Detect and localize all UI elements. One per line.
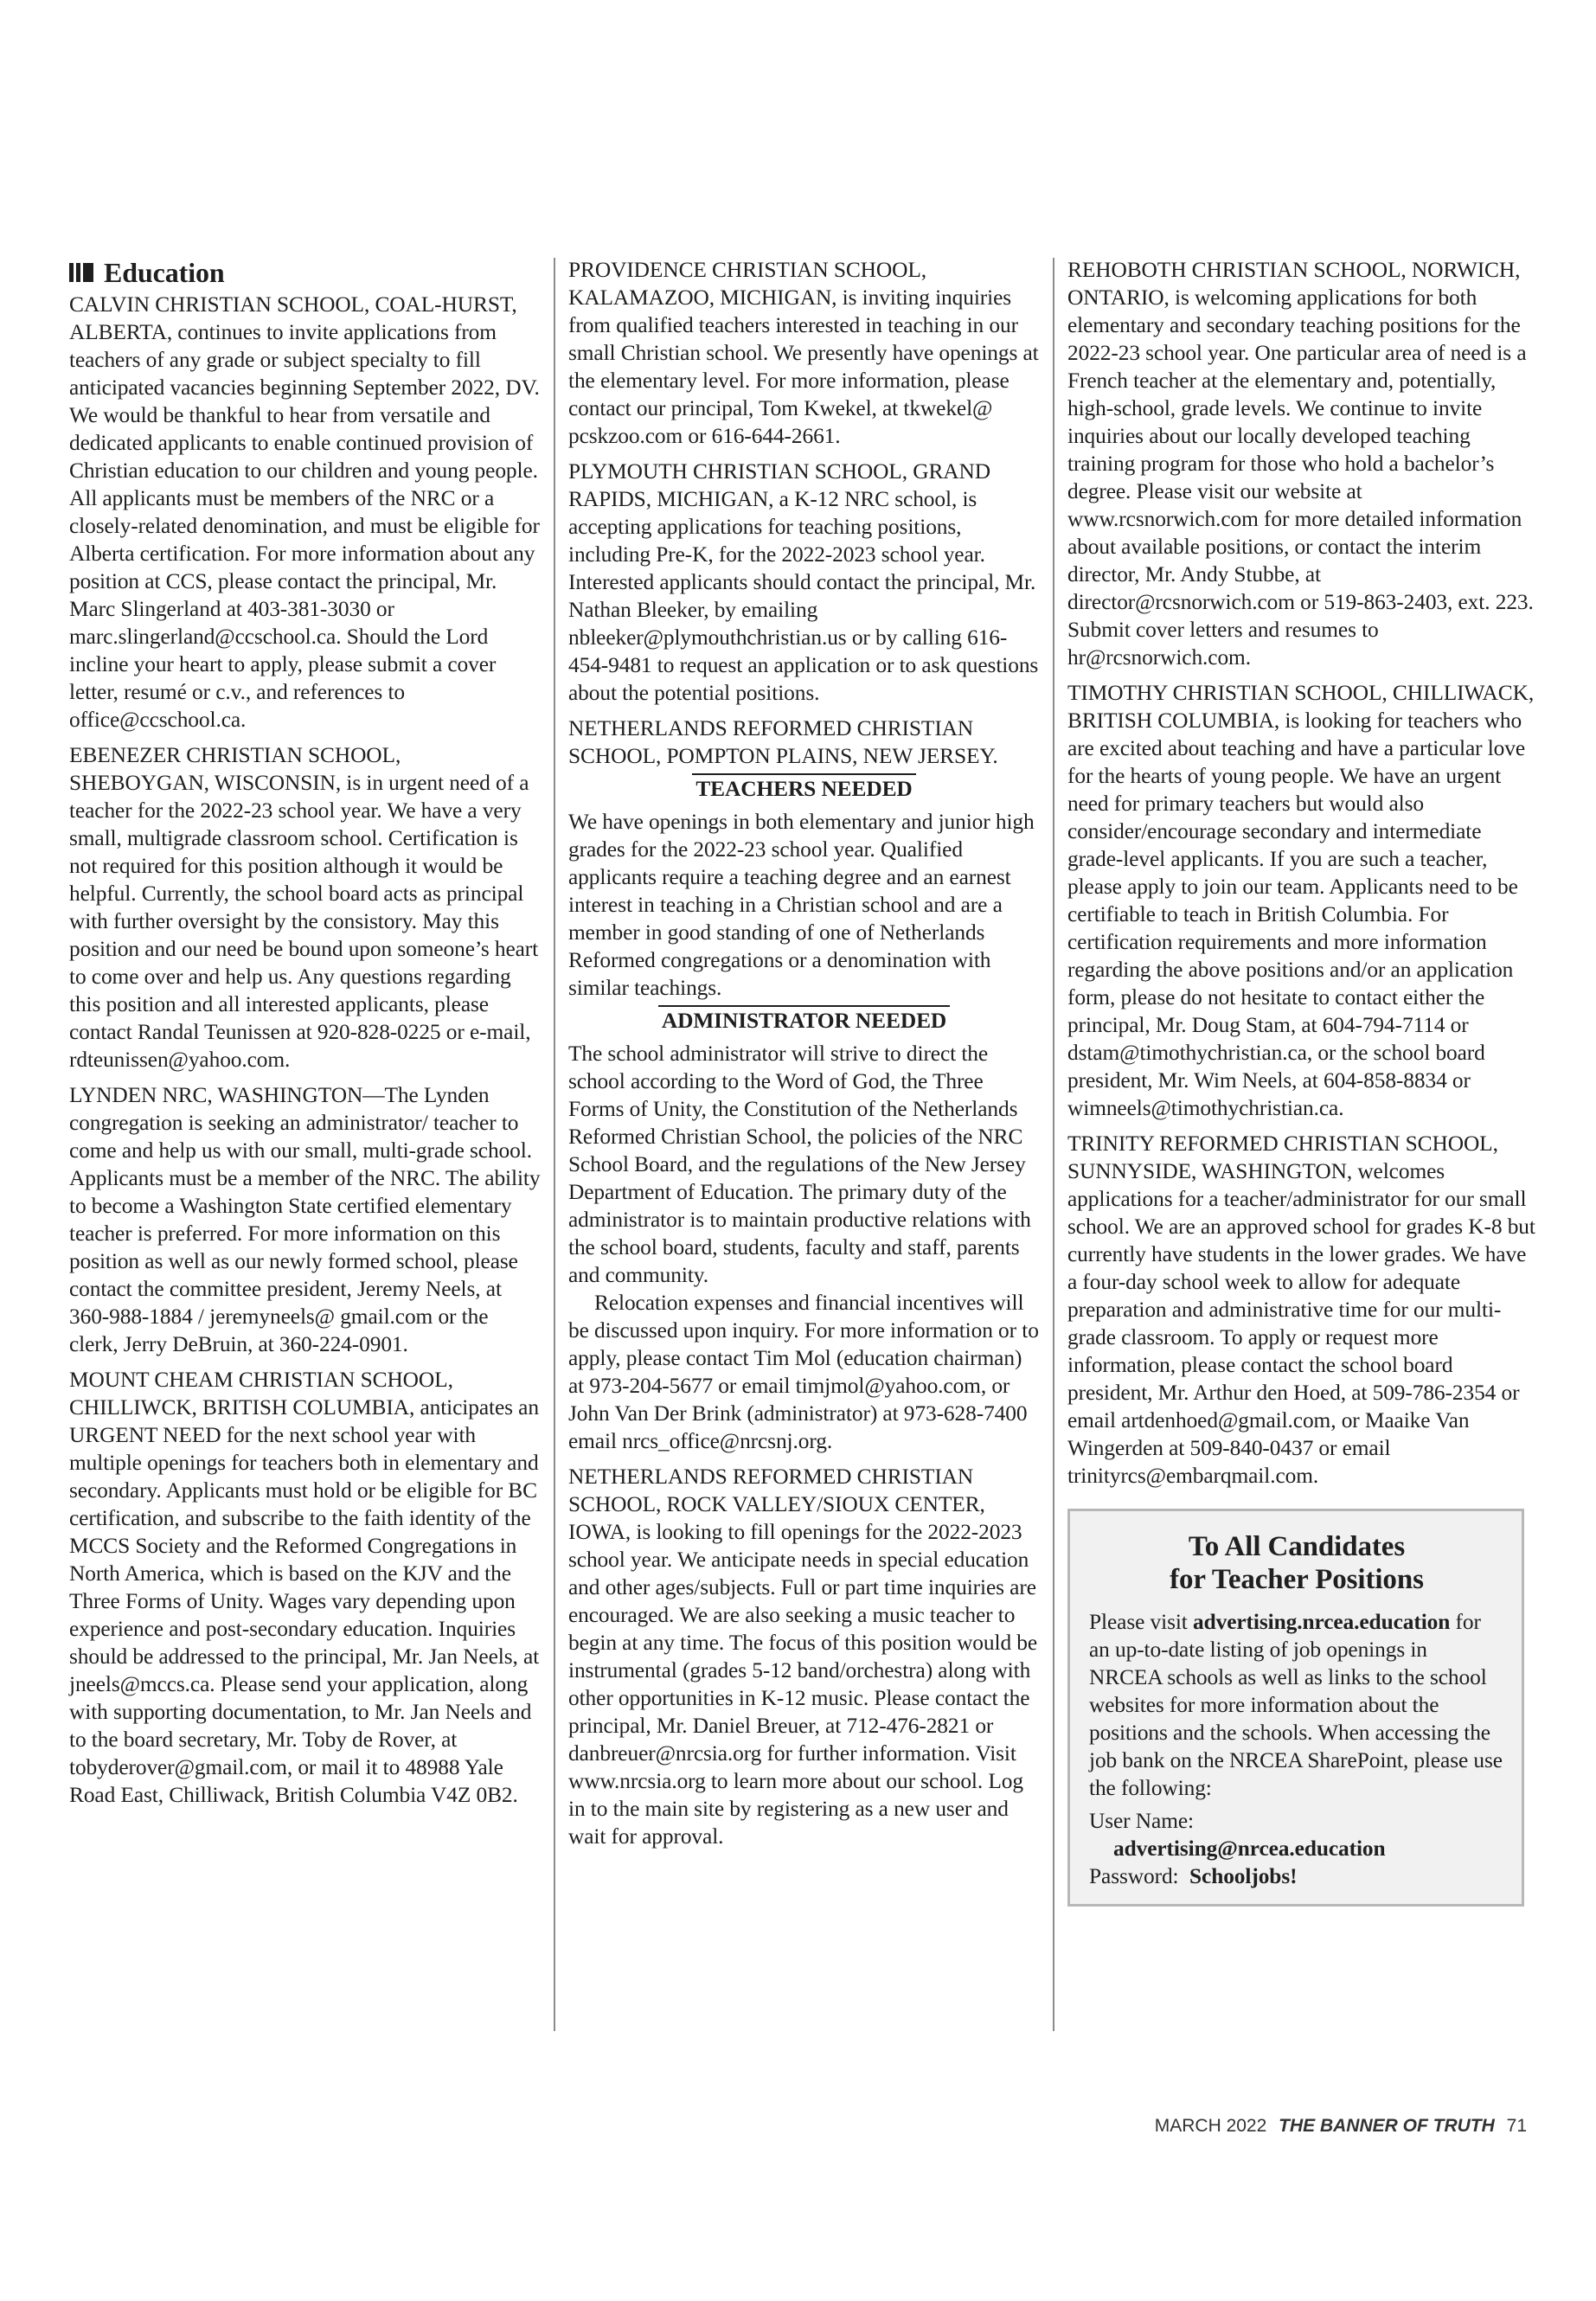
password-row: Password: Schooljobs!: [1089, 1864, 1298, 1888]
section-bars-icon: [69, 262, 95, 283]
issue-date: MARCH 2022: [1154, 2116, 1267, 2136]
page-footer: [1155, 2116, 1527, 2137]
box-title: To All Candidates for Teacher Positions: [1170, 1531, 1424, 1595]
job-listing: PROVIDENCE CHRISTIAN SCHOOL, KALAMAZOO, MICHIGAN, is inviting inquiries from qualified teachers interested in teaching in our small Christian school. We presently have openings at the elementary level. For more information, please contact our principal, Tom Kwekel, at tkwekel@ pcskzoo.com or 616-644-2661.: [568, 258, 1039, 448]
username-label: User Name:: [1089, 1809, 1194, 1833]
job-listing: LYNDEN NRC, WASHINGTON—The Lynden congregation is seeking an administrator/ teacher to come and help us with our small, multi-grade school. Applicants must be a member of the NRC. The ability to become a Washington State certified elementary teacher is preferred. For more information on this position as well as our newly formed school, please contact the committee president, Jeremy Neels, at 360-988-1884 / jeremyneels@ gmail.com or the clerk, Jerry DeBruin, at 360-224-0901.: [69, 1083, 541, 1356]
job-listing: CALVIN CHRISTIAN SCHOOL, COAL-HURST, ALBERTA, continues to invite applications from teachers of any grade or subject specialty to fill anticipated vacancies beginning September 2022, DV. We would be thankful to hear from versatile and dedicated applicants to enable continued provision of Christian education to our children and young people. All applicants must be members of the NRC or a closely-related denomination, and must be eligible for Alberta certification. For more information about any position at CCS, please contact the principal, Mr. Marc Slingerland at 403-381-3030 or marc.slingerland@ccschool.ca. Should the Lord incline your heart to apply, please submit a cover letter, resumé or c.v., and references to office@ccschool.ca.: [69, 292, 540, 732]
subheading-teachers-needed: TEACHERS NEEDED: [568, 773, 1040, 803]
subheading-administrator-needed: ADMINISTRATOR NEEDED: [568, 1005, 1040, 1035]
job-listing: TRINITY REFORMED CHRISTIAN SCHOOL, SUNNYSIDE, WASHINGTON, welcomes applications for a teacher/administrator for our small school. We are an approved school for grades K-8 but currently have students in the lower grades. We have a four-day school week to allow for adequate preparation and administrative time for our multi-grade classroom. To apply or request more information, please contact the school board president, Mr. Arthur den Hoed, at 509-786-2354 or email artdenhoed@gmail.com, or Maaike Van Wingerden at 509-840-0437 or email trinityrcs@embarqmail.com.: [1067, 1131, 1535, 1488]
column-divider: [1053, 258, 1054, 2031]
job-listing: MOUNT CHEAM CHRISTIAN SCHOOL, CHILLIWCK, BRITISH COLUMBIA, anticipates an URGENT NEED for the next school year with multiple openings for teachers both in elementary and secondary. Applicants must hold or be eligible for BC certification, and subscribe to the faith identity of the MCCS Society and the Reformed Congregations in North America, which is based on the KJV and the Three Forms of Unity. Wages vary depending upon experience and post-secondary education. Inquiries should be addressed to the principal, Mr. Jan Neels, at jneels@mccs.ca. Please send your application, along with supporting documentation, to Mr. Jan Neels and to the board secretary, Mr. Toby de Rover, at tobyderover@gmail.com, or mail it to 48988 Yale Road East, Chilliwack, British Columbia V4Z 0B2.: [69, 1368, 540, 1807]
section-title: Education: [104, 257, 225, 288]
box-text: Please visit advertising.nrcea.education for an up-to-date listing of job openings in NRCEA schools as well as links to the school websites for more information about the positions and the schools. When accessing the job bank on the NRCEA SharePoint, please use the following:: [1089, 1610, 1503, 1800]
job-listing: REHOBOTH CHRISTIAN SCHOOL, NORWICH, ONTARIO, is welcoming applications for both elementary and secondary teaching positions for the 2022-23 school year. One particular area of need is a French teacher at the elementary and, potentially, high-school, grade levels. We continue to invite inquiries about our locally developed teaching training program for those who hold a bachelor’s degree. Please visit our website at www.rcsnorwich.com for more detailed information about available positions, or contact the interim director, Mr. Andy Stubbe, at director@rcsnorwich.com or 519-863-2403, ext. 223. Submit cover letters and resumes to hr@rcsnorwich.com.: [1067, 258, 1534, 670]
job-bank-link[interactable]: advertising.nrcea.education: [1193, 1610, 1451, 1634]
column-1: [69, 256, 541, 1817]
job-listing: NETHERLANDS REFORMED CHRISTIAN SCHOOL, ROCK VALLEY/SIOUX CENTER, IOWA, is looking to fill openings for the 2022-2023 school year. We anticipate needs in special education and other ages/subjects. Full or part time inquiries are encouraged. We are also seeking a music teacher to begin at any time. The focus of this position would be instrumental (grades 5-12 band/orchestra) along with other opportunities in K-12 music. Please contact the principal, Mr. Daniel Breuer, at 712-476-2821 or danbreuer@nrcsia.org for further information. Visit www.nrcsia.org to learn more about our school. Log in to the main site by registering as a new user and wait for approval.: [568, 1465, 1038, 1849]
page-number: 71: [1506, 2116, 1527, 2136]
password-value: Schooljobs!: [1189, 1864, 1298, 1888]
job-listing: PLYMOUTH CHRISTIAN SCHOOL, GRAND RAPIDS, MICHIGAN, a K-12 NRC school, is accepting applications for teaching positions, including Pre-K, for the 2022-2023 school year. Interested applicants should contact the principal, Mr. Nathan Bleeker, by emailing nbleeker@plymouthchristian.us or by calling 616-454-9481 to request an application or to ask questions about the potential positions.: [568, 459, 1039, 705]
job-listing: TIMOTHY CHRISTIAN SCHOOL, CHILLIWACK, BRITISH COLUMBIA, is looking for teachers who are excited about teaching and have a particular love for the hearts of young people. We have an urgent need for primary teachers but would also consider/encourage secondary and intermediate grade-level applicants. If you are such a teacher, please apply to join our team. Applicants need to be certifiable to teach in British Columbia. For certification requirements and more information regarding the above positions and/or an application form, please do not hesitate to contact either the principal, Mr. Doug Stam, at 604-794-7114 or dstam@timothychristian.ca, or the school board president, Mr. Wim Neels, at 604-858-8834 or wimneels@timothychristian.ca.: [1067, 681, 1535, 1120]
magazine-name: THE BANNER OF TRUTH: [1279, 2116, 1495, 2136]
job-listing: NETHERLANDS REFORMED CHRISTIAN SCHOOL, POMPTON PLAINS, NEW JERSEY. TEACHERS NEEDED We have openings in both elementary and junior high grades for the 2022-23 school year. Qualified applicants require a teaching degree and an earnest interest in teaching in a Christian school and are a member in good standing of one of Netherlands Reformed congregations or a denomination with similar teachings. ADMINISTRATOR NEEDED The school administrator will strive to direct the school according to the Word of God, the Three Forms of Unity, the Constitution of the Netherlands Reformed Christian School, the policies of the NRC School Board, and the regulations of the New Jersey Department of Education. The primary duty of the administrator is to maintain productive relations with the school board, students, faculty and staff, parents and community. Relocation expenses and financial incentives will be discussed upon inquiry. For more information or to apply, please contact Tim Mol (education chairman) at 973-204-5677 or email timjmol@yahoo.com, or John Van Der Brink (administrator) at 973-628-7400 email nrcs_office@nrcsnj.org.: [568, 716, 1039, 1453]
username-value: advertising@nrcea.education: [1113, 1836, 1386, 1861]
candidates-info-box: [1067, 1509, 1524, 1907]
job-listing: EBENEZER CHRISTIAN SCHOOL, SHEBOYGAN, WISCONSIN, is in urgent need of a teacher for the 2022-23 school year. We have a very small, multigrade classroom school. Certification is not required for this position although it would be helpful. Currently, the school board acts as principal with further oversight by the consistory. May this position and our need be bound upon someone’s heart to come over and help us. Any questions regarding this position and all interested applicants, please contact Randal Teunissen at 920-828-0225 or e-mail, rdteunissen@yahoo.com.: [69, 743, 539, 1072]
column-3: [1067, 256, 1539, 1907]
column-divider: [554, 258, 555, 2031]
listing-heading: NETHERLANDS REFORMED CHRISTIAN SCHOOL, POMPTON PLAINS, NEW JERSEY.: [568, 716, 998, 768]
column-2: [568, 256, 1040, 1858]
section-heading: [69, 256, 541, 289]
